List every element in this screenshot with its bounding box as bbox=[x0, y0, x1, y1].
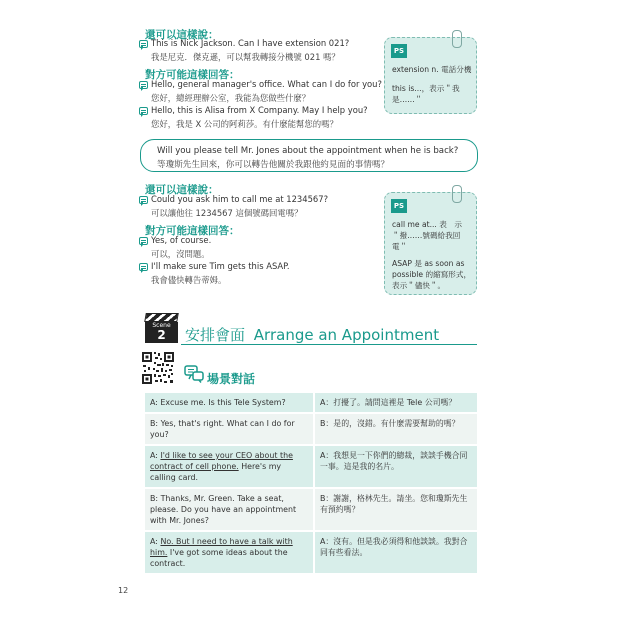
dialogue-en: A: Excuse me. Is this Tele System? bbox=[145, 393, 313, 413]
resp2-en-2: I'll make sure Tim gets this ASAP. bbox=[151, 261, 290, 271]
speaker-prefix: A: bbox=[150, 537, 161, 546]
ps1-line2a: this is...，表示＂我 bbox=[392, 84, 460, 93]
callout-en: Will you please tell Mr. Jones about the appointment when he is back? bbox=[157, 146, 459, 156]
speech-bubble-icon bbox=[139, 263, 148, 271]
ps2-line2a: ASAP 是 as soon as bbox=[392, 259, 465, 268]
speech-bubble-icon bbox=[139, 40, 148, 48]
resp2-zh-2: 我會儘快轉告蒂姆。 bbox=[151, 275, 227, 285]
alt-sentence-en-2: Could you ask him to call me at 1234567? bbox=[151, 194, 329, 204]
alt-sentence-en-1: This is Nick Jackson. Can I have extension 021? bbox=[151, 38, 350, 48]
dialogue-zh: A：我想見一下你們的總裁，談談手機合同一事。這是我的名片。 bbox=[315, 445, 477, 488]
resp2-zh-1: 您好，我是 X 公司的阿莉莎。有什麼能幫您的嗎？ bbox=[151, 119, 338, 129]
resp-heading-2: 對方可能這樣回答： bbox=[145, 225, 240, 237]
ps1-line1: extension n. 電話分機 bbox=[392, 65, 472, 74]
dialogue-zh: B：謝謝，格林先生。請坐。您和瓊斯先生有預約嗎？ bbox=[315, 488, 477, 531]
dialogue-bubbles-icon bbox=[184, 365, 204, 383]
speaker-prefix: A: bbox=[150, 451, 161, 460]
key-phrase: I'd like to see your CEO about the contract of cell phone. bbox=[150, 451, 293, 471]
ps2-line1b: ＂撥……號碼給我回 bbox=[392, 231, 461, 240]
callout-zh: 等瓊斯先生回來，你可以轉告他關於我跟他約見面的事情嗎？ bbox=[157, 160, 390, 170]
alt-heading-2: 還可以這樣說： bbox=[145, 184, 219, 196]
dialogue-zh: A：打擾了。請問這裡是 Tele 公司嗎？ bbox=[315, 393, 477, 413]
dialogue-en-rest: Here's my calling card. bbox=[150, 462, 282, 482]
dialogue-zh: B：是的，沒錯。有什麼需要幫助的嗎？ bbox=[315, 413, 477, 445]
paper-clip-icon bbox=[452, 185, 462, 203]
ps2-line2b: possible 的縮寫形式， bbox=[392, 270, 472, 279]
speech-bubble-icon bbox=[139, 196, 148, 204]
page-number: 12 bbox=[118, 586, 129, 595]
scene-title-en: Arrange an Appointment bbox=[253, 326, 440, 344]
ps-tag: PS bbox=[391, 199, 407, 213]
alt-heading-1: 還可以這樣說： bbox=[145, 29, 219, 41]
resp1-zh-2: 可以，沒問題。 bbox=[151, 249, 210, 259]
dialogue-table bbox=[145, 393, 477, 575]
dialogue-row bbox=[145, 445, 477, 488]
alt-sentence-zh-1: 我是尼克．傑克遜，可以幫我轉接分機號 021 嗎？ bbox=[151, 52, 340, 62]
resp1-zh-1: 您好，總經理辦公室，我能為您做些什麼？ bbox=[151, 93, 311, 103]
clapper-board bbox=[145, 322, 178, 343]
dialogue-row bbox=[145, 393, 477, 413]
scene-divider bbox=[181, 344, 477, 345]
clapper-stripes bbox=[144, 313, 179, 322]
qr-code[interactable] bbox=[141, 351, 175, 385]
speech-bubble-icon bbox=[139, 237, 148, 245]
scene-badge bbox=[145, 313, 178, 343]
ps-note-1 bbox=[384, 37, 477, 114]
speech-bubble-icon bbox=[139, 81, 148, 89]
key-phrase: No. But I need to have a talk with him. bbox=[150, 537, 293, 557]
resp-heading-1: 對方可能這樣回答： bbox=[145, 69, 240, 81]
speech-bubble-icon bbox=[139, 107, 148, 115]
dialogue-row bbox=[145, 531, 477, 574]
dialogue-row bbox=[145, 488, 477, 531]
scene-title bbox=[185, 324, 439, 345]
dialogue-en: B: Thanks, Mr. Green. Take a seat, please. Do you have an appointment with Mr. Jones? bbox=[145, 488, 313, 531]
ps2-line1a: call me at... 表 示 bbox=[392, 220, 463, 229]
scene-number: 2 bbox=[157, 328, 166, 342]
dialogue-row bbox=[145, 413, 477, 445]
scene-title-zh: 安排會面 bbox=[185, 326, 246, 344]
dialogue-title: 場景對話 bbox=[207, 372, 256, 386]
resp1-en-1: Hello, general manager's office. What can I do for you? bbox=[151, 79, 382, 89]
ps-tag: PS bbox=[391, 44, 407, 58]
resp1-en-2: Yes, of course. bbox=[151, 235, 212, 245]
dialogue-en bbox=[145, 445, 313, 488]
scene-label: Scene bbox=[152, 322, 171, 329]
dialogue-en bbox=[145, 531, 313, 574]
dialogue-zh: A：沒有。但是我必須得和他談談。我對合同有些看法。 bbox=[315, 531, 477, 574]
dialogue-en-rest: I've got some ideas about the contract. bbox=[150, 548, 288, 568]
resp2-en-1: Hello, this is Alisa from X Company. May I help you? bbox=[151, 105, 368, 115]
ps-note-2 bbox=[384, 192, 477, 295]
key-sentence-callout bbox=[140, 139, 478, 172]
ps2-line2c: 表示＂儘快＂。 bbox=[392, 281, 446, 290]
dialogue-en: B: Yes, that's right. What can I do for you? bbox=[145, 413, 313, 445]
alt-sentence-zh-2: 可以讓他往 1234567 這個號碼回電嗎？ bbox=[151, 208, 303, 218]
paper-clip-icon bbox=[452, 30, 462, 48]
ps2-line1c: 電＂ bbox=[392, 242, 408, 251]
ps1-line2b: 是……＂ bbox=[392, 95, 423, 104]
